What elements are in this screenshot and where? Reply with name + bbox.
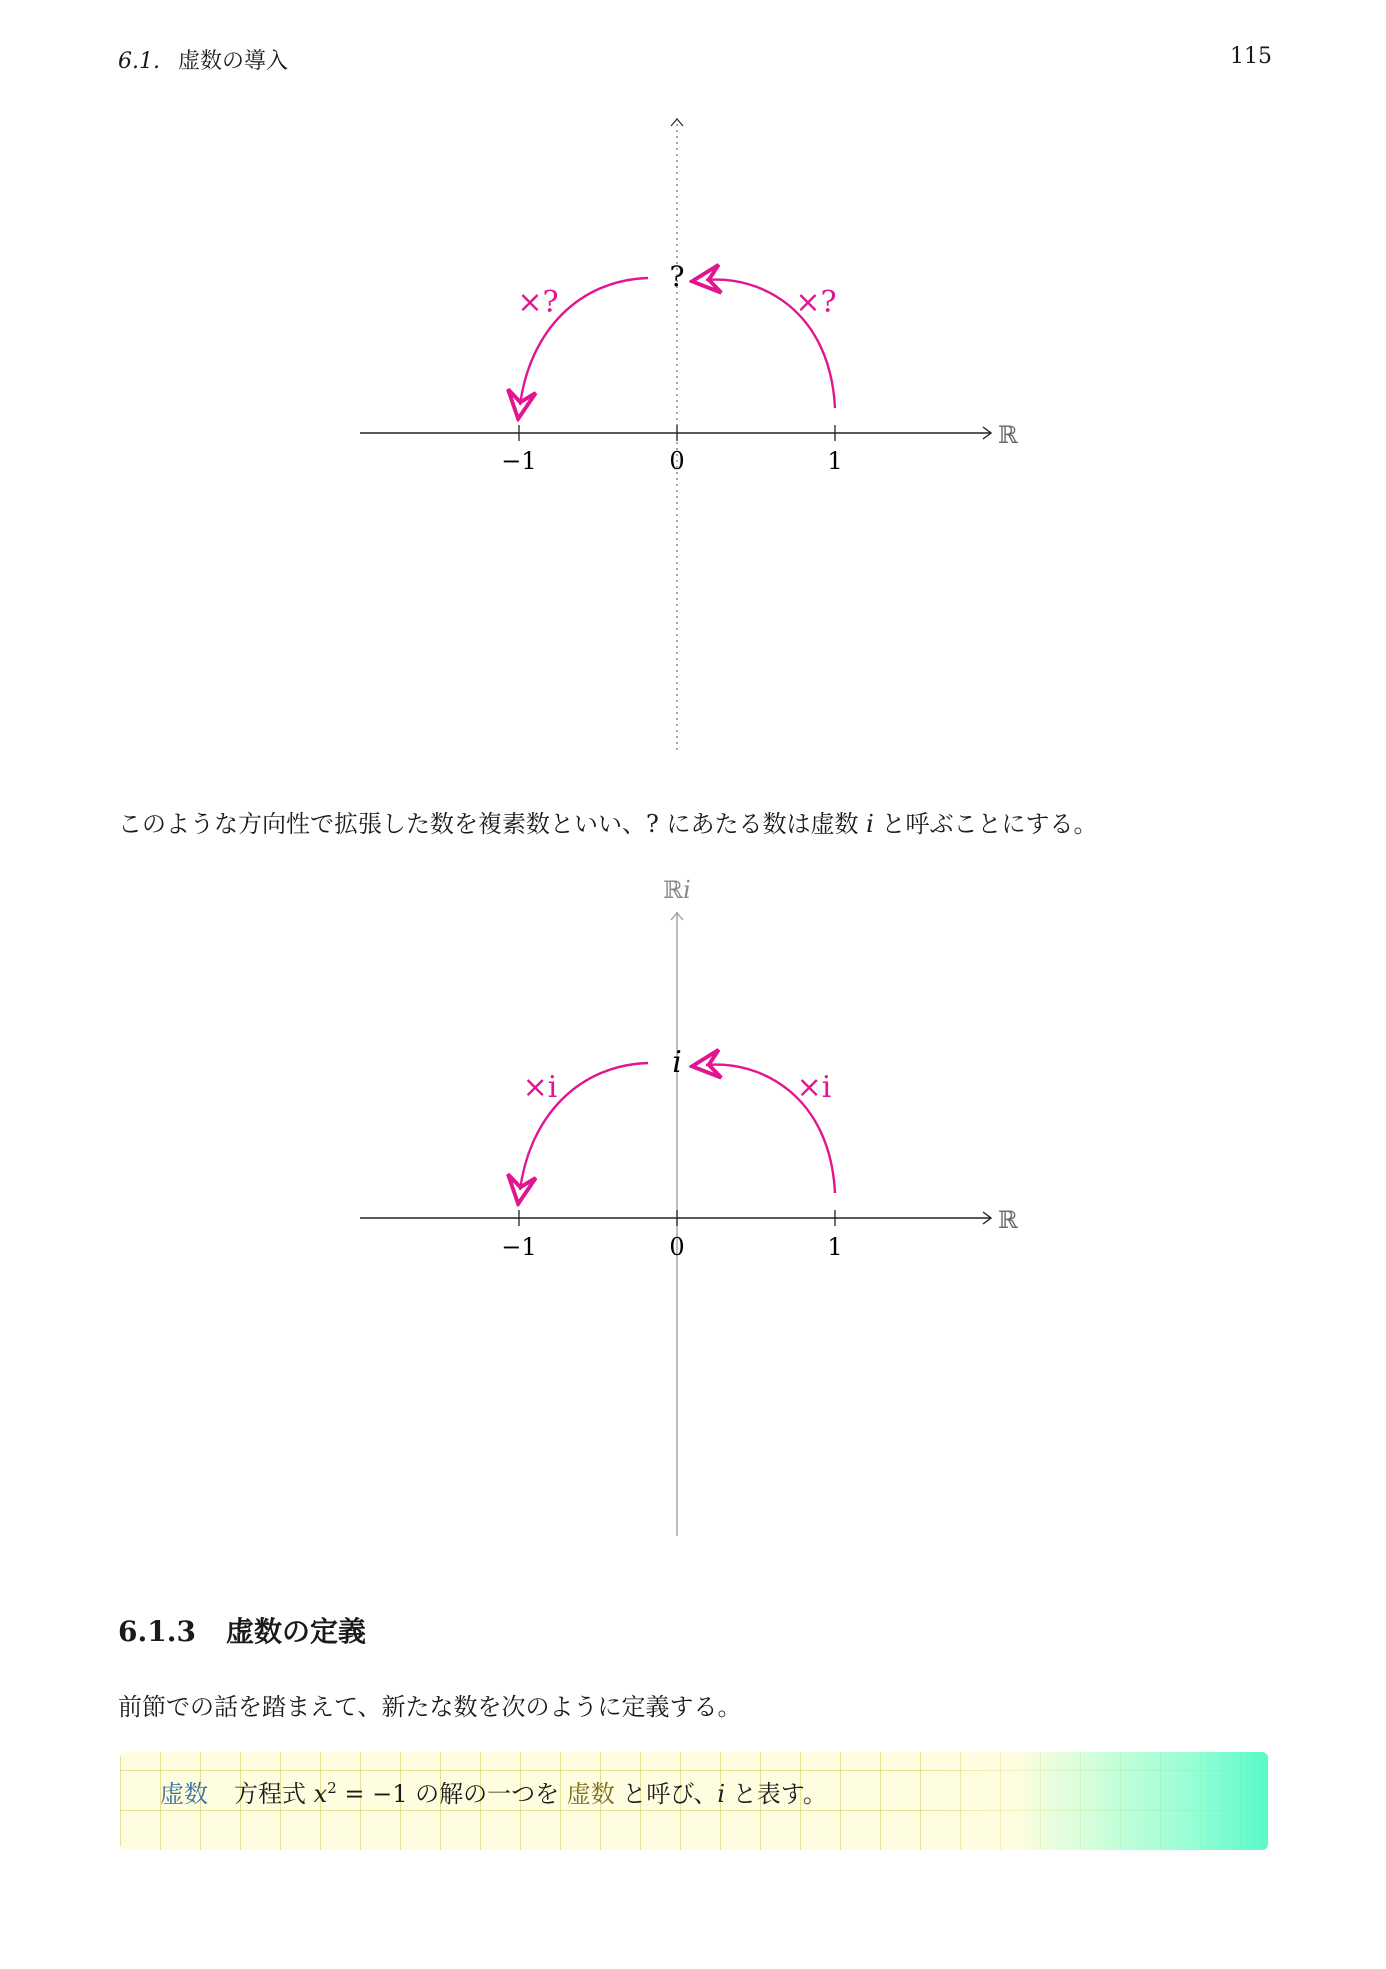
definition-text-a: 方程式 [234, 1780, 314, 1808]
imaginary-axis-label: ℝi [663, 876, 691, 904]
right-arrow-label-i: ×i [796, 1070, 832, 1105]
tick-label-one: 1 [827, 447, 843, 475]
tick-2-label-minus-one: −1 [501, 1233, 537, 1261]
definition-var-x: x [313, 1780, 328, 1808]
header-section-number: 6.1. [118, 49, 160, 74]
header-section-title: 虚数の導入 [177, 49, 288, 74]
imaginary-axis-label-i: i [683, 876, 691, 904]
paragraph-complex-numbers [118, 804, 1097, 839]
section-title: 虚数の定義 [225, 1615, 366, 1648]
definition-text-c: と呼び、 [614, 1780, 718, 1808]
definition-text-d: と表す。 [725, 1780, 827, 1808]
top-point-label: ? [669, 260, 685, 293]
real-axis-label: ℝ [998, 421, 1018, 449]
definition-term: 虚数 [160, 1780, 208, 1808]
section-heading [118, 1610, 366, 1650]
figure-1-number-line [0, 100, 1386, 760]
tick-label-minus-one: −1 [501, 447, 537, 475]
left-arrow-label-i: ×i [522, 1070, 558, 1105]
paragraph-1-symbol-i: i [866, 810, 874, 838]
definition-symbol-i: i [717, 1780, 726, 1808]
definition-term-inline: 虚数 [566, 1780, 615, 1808]
paragraph-definition-intro: 前節での話を踏まえて、新たな数を次のように定義する。 [118, 1693, 742, 1721]
figure-2-complex-plane [0, 860, 1386, 1540]
running-header [118, 44, 288, 75]
page-number: 115 [1230, 44, 1272, 69]
right-arrow-label: ×? [795, 285, 837, 320]
paragraph-1-text-a: このような方向性で拡張した数を複素数といい、? にあたる数は虚数 [118, 810, 867, 838]
definition-content [160, 1774, 827, 1809]
left-arrow-label: ×? [517, 285, 559, 320]
tick-2-label-one: 1 [827, 1233, 843, 1261]
definition-box [120, 1752, 1268, 1850]
top-point-label-i: i [672, 1045, 682, 1080]
definition-text-b: = −1 の解の一つを [336, 1780, 567, 1808]
section-number: 6.1.3 [118, 1615, 196, 1648]
paragraph-1-text-b: と呼ぶことにする。 [873, 810, 1098, 838]
real-axis-2-label: ℝ [998, 1206, 1018, 1234]
definition-exponent: 2 [327, 1779, 337, 1797]
tick-label-zero: 0 [669, 447, 685, 475]
tick-2-label-zero: 0 [669, 1233, 685, 1261]
